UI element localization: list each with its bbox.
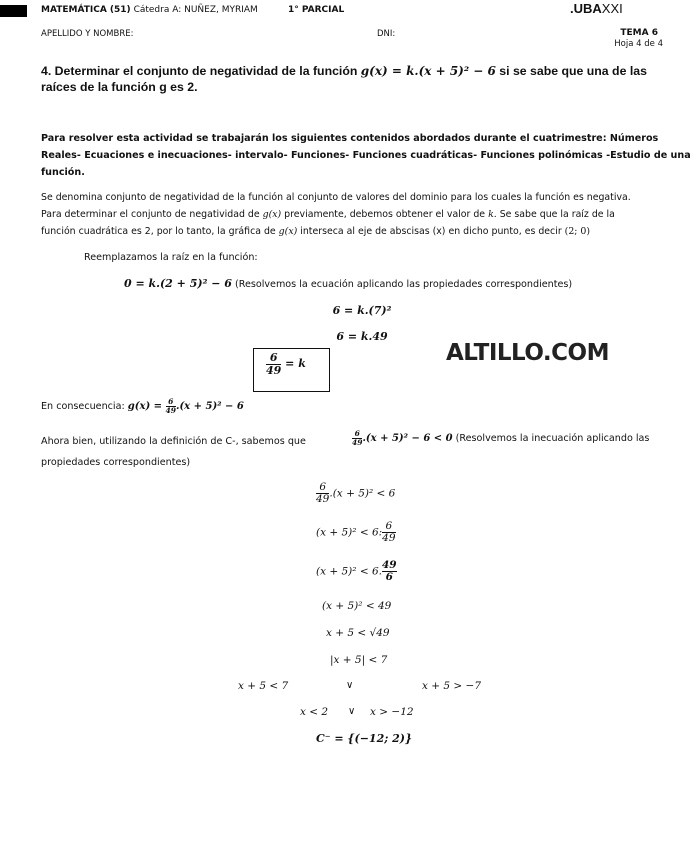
explanation-line1: Se denomina conjunto de negatividad de la función al conjunto de valores del dominio para los cuales la función es negativa. [41, 192, 631, 203]
exp2-pre: Para determinar el conjunto de negatividad de [41, 209, 263, 220]
equation-2: 6 = k.(7)² [332, 304, 392, 317]
hoja-label: Hoja 4 de 4 [614, 39, 663, 49]
problem-statement [41, 64, 647, 78]
exp2-mid: previamente, debemos obtener el valor de [281, 209, 489, 220]
s1-den: 49 [316, 493, 330, 506]
solution-step-8-right: x > −12 [370, 706, 414, 718]
solution-step-7-or: ∨ [346, 680, 354, 691]
solution-step-8-or: ∨ [348, 706, 356, 717]
consequence-den: 49 [165, 405, 176, 415]
solution-step-2 [316, 521, 396, 544]
exp3-pre: función cuadrática es 2, por lo tanto, la gráfica de [41, 226, 279, 237]
inequation-intro-line2: propiedades correspondientes) [41, 457, 191, 468]
s2-den: 49 [382, 532, 396, 545]
k-num: 6 [269, 351, 278, 364]
problem-text-post: si se sabe que una de las [495, 64, 647, 78]
explanation-line3 [41, 226, 590, 237]
s2-num: 6 [385, 520, 393, 532]
final-result: C⁻ = {(−12; 2)} [316, 732, 413, 745]
inequation-intro: Ahora bien, utilizando la definición de C-, sabemos que [41, 436, 306, 447]
problem-text-pre: 4. Determinar el conjunto de negatividad de la función [41, 64, 361, 78]
course-line [41, 5, 258, 15]
explanation-line2 [41, 209, 615, 220]
solution-step-7-right: x + 5 > −7 [422, 680, 482, 692]
s3-den: 6 [382, 571, 397, 583]
chair-name: Cátedra A: NUÑEZ, MYRIAM [133, 5, 258, 15]
solution-step-1 [316, 482, 395, 505]
s1-rest: .(x + 5)² < 6 [329, 487, 396, 500]
uba-logo-light: XXI [601, 1, 623, 16]
s3-fraction [382, 560, 397, 583]
solution-step-4: (x + 5)² < 49 [322, 600, 392, 612]
ineq-num: 6 [354, 429, 360, 438]
s3-left: (x + 5)² < 6. [316, 565, 382, 578]
ineq-note: (Resolvemos la inecuación aplicando las [452, 433, 650, 445]
k-den: 49 [266, 363, 282, 377]
uba-logo [570, 1, 623, 16]
exp2-gx: g(x) [262, 209, 282, 220]
watermark: ALTILLO.COM [446, 340, 609, 366]
solution-step-7-left: x + 5 < 7 [238, 680, 289, 692]
solution-step-6: |x + 5| < 7 [330, 654, 388, 666]
header-black-bar [0, 5, 27, 17]
ineq-den: 49 [352, 437, 363, 447]
solution-step-8-left: x < 2 [300, 706, 329, 718]
exp2-post: Se sabe que la raíz de la [496, 209, 615, 220]
consequence-label: En consecuencia: [41, 401, 128, 413]
ineq-rhs: .(x + 5)² − 6 < 0 [362, 433, 453, 445]
consequence-lhs: g(x) = [127, 401, 166, 413]
replace-text: Reemplazamos la raíz en la función: [84, 252, 258, 263]
s3-num: 49 [381, 559, 397, 571]
eq1-note: (Resolvemos la ecuación aplicando las propiedades correspondientes) [231, 279, 573, 290]
contents-note: Para resolver esta actividad se trabajarán los siguientes contenidos abordados durante el cuatrimestre: Números Reales- Ecuaciones e inecuaciones- intervalo- Funciones- Funciones cuadráticas- Funciones polinómicas -Estudio de una función. [41, 133, 691, 178]
k-rest: = k [281, 357, 306, 371]
s1-num: 6 [319, 481, 327, 493]
k-fraction [266, 352, 281, 376]
eq1-math: 0 = k.(2 + 5)² − 6 [124, 277, 232, 290]
exp3-gx: g(x) [278, 226, 298, 237]
course-name: MATEMÁTICA (51) [41, 5, 131, 15]
consequence-rhs: .(x + 5)² − 6 [175, 401, 244, 413]
exp2-k: k. [488, 209, 497, 220]
k-result [266, 352, 306, 376]
dni-label: DNI: [377, 29, 396, 39]
s2-fraction [382, 521, 395, 544]
solution-step-3 [316, 560, 397, 583]
consequence-num: 6 [168, 397, 174, 406]
problem-statement-line2: raíces de la función g es 2. [41, 80, 198, 94]
inequation-expression [352, 430, 649, 447]
s1-fraction [316, 482, 329, 505]
uba-logo-bold: .UBA [570, 1, 602, 16]
inequation-fraction [352, 430, 362, 447]
consequence-fraction [166, 398, 176, 415]
tema-label: TEMA 6 [620, 28, 658, 38]
exp3-mid: interseca al eje de abscisas (x) en dicho punto, es decir [297, 226, 565, 237]
equation-1 [124, 277, 572, 290]
exp3-point: (2; 0) [564, 226, 591, 237]
solution-step-5: x + 5 < √49 [326, 627, 390, 639]
problem-function: g(x) = k.(x + 5)² − 6 [360, 64, 496, 78]
exam-title: 1° PARCIAL [288, 5, 345, 15]
consequence-line [41, 398, 244, 415]
equation-3: 6 = k.49 [336, 330, 388, 343]
name-label: APELLIDO Y NOMBRE: [41, 29, 134, 39]
s2-left: (x + 5)² < 6: [316, 526, 383, 539]
